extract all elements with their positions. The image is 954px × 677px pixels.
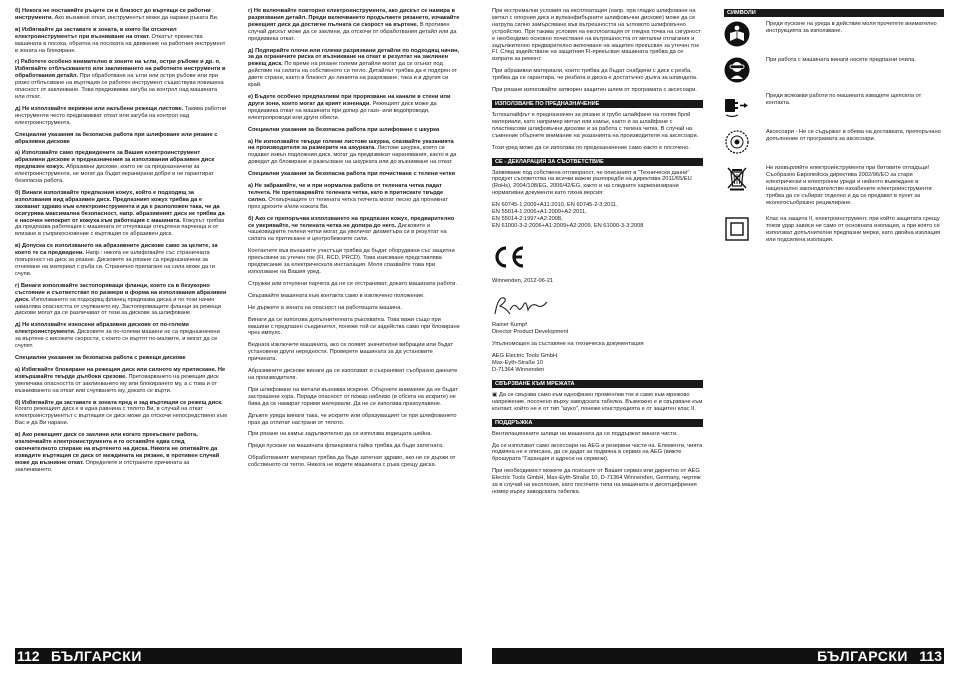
col2-body-text: Свързвайте машината към контакта само в изключено положение. bbox=[248, 292, 425, 299]
col2-body-text: Дръжте уреда винаги така, че искрите или образуващият се при шлифоването прах да отлитат настрани от тялото. bbox=[248, 412, 457, 426]
col1-subheading: Специални указания за безопасна работа при шлифоване или рязане с абразивни дискове bbox=[15, 131, 218, 145]
col3-section-heading: ИЗПОЛЗВАНЕ ПО ПРЕДНАЗНАЧЕНИЕ bbox=[492, 100, 703, 108]
col3-signature bbox=[492, 290, 703, 323]
col2-bold-text: а) Не забравяйте, че и при нормална работа от телената четка падат телчета. Не претоварвайте телената четка, като я притискате твърде силно. bbox=[248, 183, 444, 203]
col3-section-heading: ПОДДРЪЖКА bbox=[492, 419, 703, 427]
col3-body-text: Rainer Kumpf Director Product Development bbox=[492, 322, 569, 336]
col1-paragraph bbox=[15, 106, 227, 127]
language-label-left: БЪЛГАРСКИ bbox=[51, 648, 142, 664]
accessory-disc-icon bbox=[724, 129, 750, 155]
symbol-row bbox=[724, 129, 944, 155]
col2-paragraph bbox=[248, 443, 460, 450]
col1-paragraph bbox=[15, 322, 227, 350]
symbol-row bbox=[724, 216, 944, 244]
col2-body-text: Винаги да се използва допълнителната ръкохватка. Това важи също при машини с предпазен съединител, понеже той се задейства само при блокиране чрез импулс. bbox=[248, 316, 460, 337]
col3-body-text: При необходимост можете да поискате от Вашия сервиз или директно от AEG Electric Tools GmbH, Max-Eyth-Straße 10, D-71364 Winnenden, Germany, чертеж за в случай на експлозия, като посочите типа на машината и десетцифрения номер върху заводската табелка. bbox=[492, 468, 701, 495]
col2-paragraph bbox=[248, 248, 460, 276]
symbols-column bbox=[724, 8, 944, 254]
col2-paragraph bbox=[248, 305, 460, 312]
protective-goggles-icon bbox=[724, 57, 750, 83]
col3-paragraph bbox=[492, 468, 703, 496]
symbol-row bbox=[724, 93, 944, 119]
col3-ce-mark bbox=[492, 235, 703, 278]
col2-paragraph bbox=[248, 293, 460, 300]
col2-body-text: Дисковите и чашковидните телени четки могат да увеличат диаметъра си в резултат на силата на притискане и центробежните сили. bbox=[248, 222, 447, 243]
col3-body-text: AEG Electric Tools GmbH Max-Eyth-Straße 10 D-71364 Winnenden bbox=[492, 353, 558, 373]
symbols-section-title: СИМВОЛИ bbox=[724, 9, 944, 17]
col3-body-text: Winnenden, 2012-06-21 bbox=[492, 277, 554, 284]
col1-body-text: Претоварването на режещия диск увеличава опасността от заклинването му или блокирането му, а с това и от възникването на откат или счупването му, докато се върти. bbox=[15, 373, 219, 394]
col3-paragraph bbox=[492, 322, 703, 336]
left-column-2 bbox=[248, 8, 460, 474]
col2-paragraph bbox=[248, 342, 460, 363]
col2-paragraph bbox=[248, 368, 460, 382]
col3-paragraph bbox=[492, 68, 703, 82]
col1-bold-text: в) Избягвайте да заставате в зоната, в която би отскочил електроинструментът при възникване на откат. bbox=[15, 26, 177, 40]
left-column-1 bbox=[15, 8, 227, 479]
col2-body-text: Контактите във външните участъци трябва да бъдат оборудвани със защитни прекъсвачи за утечен ток (FI, RCD, PRCD). Това изискване представлява предписание за електрическата инсталация. Моля спазвайте това при използване на Вашия уред. bbox=[248, 248, 455, 275]
col1-paragraph bbox=[15, 432, 227, 473]
col1-paragraph bbox=[15, 400, 227, 428]
col1-bold-text: а) Използвайте само предвидените за Вашия електроинструмент абразивни дискове и предназначения за използвания абразивен диск предпазен кожух. bbox=[15, 150, 215, 171]
col2-body-text: Стружки или отчупени парчета да не се отстраняват, докато машината работи. bbox=[248, 280, 458, 287]
col1-paragraph bbox=[15, 367, 227, 395]
col2-body-text: Не държете в зоната на опасност на работещата машина. bbox=[248, 304, 402, 311]
col2-body-text: По време на рязане големи детайли могат да се огънат под действие на силата на собственото си тегло. Детайлът трябва да е подпрян от двете страни, както в близост до линията на разрязване, така и в другия си край. bbox=[248, 61, 458, 89]
col1-bold-text: д) Не използвайте верижни или назъбени режещи листове. bbox=[15, 105, 184, 112]
symbol-description: При работа с машината винаги носете предпазни очила. bbox=[766, 57, 916, 63]
col2-body-text: Веднага изключете машината, ако се появят значителни вибрации или бъдат установени други нередности. Проверете машината за да установите причината. bbox=[248, 342, 454, 363]
col3-body-text: Този уред може да се използва по предназначение само както е посочено. bbox=[492, 144, 690, 151]
col3-body-text: Вентилационните шлици на машината да се поддържат винаги чисти. bbox=[492, 430, 678, 437]
col1-body-text: Такива работни инструменти често предизвикват откат или загуба на контрол над електроинструмента. bbox=[15, 105, 227, 126]
col2-subheading: Специални указания за безопасна работа при шлифоване с шкурка bbox=[248, 126, 440, 133]
symbol-row bbox=[724, 57, 944, 83]
col1-body-text: Абразивни дискове, които не са предназначени за електроинструмента, не могат да бъдат екранирани добре и не гарантират безопасна работа. bbox=[15, 164, 214, 185]
col3-paragraph bbox=[492, 170, 703, 198]
right-column-1 bbox=[492, 8, 703, 501]
col3-body-text: ▣ Да се свързва само към еднофазен променлив ток и само към мрежово напрежение, посочено върху заводската табелка. Възможно е и свързване към контакт, който не е от тип "шуко", понеже конструкцията е от защитен клас II. bbox=[492, 391, 703, 412]
col1-bold-text: в) Допуска се използването на абразивните дискове само за целите, за които те са предвидени. bbox=[15, 243, 218, 257]
col2-paragraph bbox=[248, 281, 460, 288]
col2-body-text: При шлифоване на метали възниква искрене. Обърнете внимание да не бъдат застрашени хора. Поради опасност от пожар наблизо (в обсега на искрите) не бива да се намират горими материали. Да не се използва прахоулавяне. bbox=[248, 386, 458, 407]
col2-body-text: Листове шкурка, които се подават извън подложния диск, могат да предизвикат наранявания, както и да доведат до блокиране и разкъсване на шкурката или до възникване на откат. bbox=[248, 145, 457, 166]
col3-body-text: Ъглошлайфът е предназначен за рязане и грубо шлайфане на голям брой материали, като например метал или камък, както и за шлайфане с пластмасови шлифовъчни дискове и за работа с телена четка. В случай на съмнение обърнете внимание на указанията на производителя на аксесоари. bbox=[492, 111, 699, 139]
col1-body-text: Когато режещият диск е в една равнина с тялото Ви, в случай на откат електроинструментът с въртящия се диск може да отскочи непосредствено към Вас и да Ви нарани. bbox=[15, 406, 227, 427]
page-number-right: 113 bbox=[919, 648, 942, 664]
col3-body-text: При абразивни материали, които трябва да бъдат снабдени с диск с резба, трябва да се гарантира, че резбата в диска е достатъчно дълга за шпиндела. bbox=[492, 68, 698, 82]
col1-body-text: Определете и отстранете причината за заклинването. bbox=[15, 459, 190, 473]
col2-paragraph bbox=[248, 431, 460, 438]
col1-body-text: Напр.: никога не шлифовайте със страничната повърхност на диск за рязане. Дисковете за рязане са предназначени за отнемане на материал с ръба си. Странично прилагане на сила може да ги счупи. bbox=[15, 250, 215, 277]
col3-paragraph bbox=[492, 112, 703, 140]
col2-body-text: Преди пускане на машината фланцовата гайка трябва да бъде затегната. bbox=[248, 443, 444, 450]
col3-paragraph bbox=[492, 202, 703, 230]
col1-body-text: Използването на подходящ фланец предпазва диска и по този начин намалява опасността от счупването му. Застопоряващите фланци за режещи дискове могат да се различават от тези за дискове за шлифоване. bbox=[15, 296, 222, 317]
weee-bin-icon bbox=[724, 165, 750, 191]
col1-paragraph bbox=[15, 243, 227, 278]
col1-paragraph bbox=[15, 150, 227, 185]
col3-paragraph bbox=[492, 145, 703, 152]
col3-paragraph bbox=[492, 353, 703, 374]
col2-body-text: Отхвърчащите от телената четка телчета могат лесно да проникнат през дрехите и/или кожата Ви. bbox=[248, 196, 448, 210]
col2-body-text: При рязане на камък задължително да се използва водещата шейна. bbox=[248, 431, 433, 438]
col1-paragraph bbox=[15, 27, 227, 55]
col1-bold-text: в) Ако режещият диск се заклини или когато прекъсвате работа, изключвайте електроинструмента и го оставяйте едва след окончателното спиране на въртенето на диска. Никога не опитвайте да извадите въртящия се диск от междината на рязане, в противен случай може да възникне откат. bbox=[15, 432, 220, 466]
symbol-description: Клас на защита II, електроинструмент, при който защитата срещу токов удар зависи не само от основната изолация, а при която се използват допълнителни предпазни мерки, като двойна изолация или подсилена изолация. bbox=[766, 216, 941, 244]
col3-section-heading: СВЪРЗВАНЕ КЪМ МРЕЖАТА bbox=[492, 380, 703, 388]
col3-body-text: Заявяваме под собствена отговорност, че описаният в "Технически данни" продукт съответства на всички важни разпоредби на директива 2011/65/EU (RoHs), 2004/108/EG, 2006/42/EG, както и на следните хармонизирани нормативни документи като тяхна версия: bbox=[492, 169, 692, 197]
col3-paragraph bbox=[492, 341, 703, 348]
col2-paragraph bbox=[248, 48, 460, 89]
col2-paragraph bbox=[248, 183, 460, 211]
col1-body-text: Ако възникне откат, инструментът може да нарани ръката Ви. bbox=[53, 14, 219, 21]
col1-bold-text: г) Винаги използвайте застопоряващи фланци, които са в безукорно състояние и съответстват по размери и форма на използвания абразивен диск. bbox=[15, 282, 227, 303]
col1-body-text: Дисковете за по-големи машини не са предназначени за въртене с високите скорости, с които се въртят по-малките, и могат да се счупят. bbox=[15, 329, 220, 350]
col1-bold-text: б) Винаги използвайте предпазния кожух, който е подходящ за използвания вид абразивен диск. Предпазният кожух трябва да е захванат здраво към електроинструмента и да е разположен така, че да осигурява максимална безопасност, напр. абразивният диск не трябва да е насочен непокрит от кожуха към работещия с машината. bbox=[15, 189, 225, 224]
class-ii-icon bbox=[724, 216, 750, 242]
col3-paragraph bbox=[492, 278, 703, 285]
col3-body-text: Упълномощен за съставяне на техническа документация bbox=[492, 341, 644, 348]
symbol-description: Аксесоари - Не се съдържат в обема на доставката, препоръчано допълнение от програмата за аксесоари. bbox=[766, 129, 941, 142]
col1-paragraph bbox=[15, 8, 227, 22]
col2-subheading: Специални указания за безопасна работа при почистване с телени четки bbox=[248, 171, 455, 178]
col2-bold-text: а) Не използвайте твърде големи листове шкурка, спазвайте указанията на производителя за размерите на шкурката. bbox=[248, 138, 454, 152]
col1-bold-text: б) Избягвайте да заставате в зоната пред и зад въртящия се режещ диск. bbox=[15, 399, 223, 406]
footer-left bbox=[15, 648, 462, 664]
col1-body-text: Откатът премества машината в посока, обратна на посоката на движение на работния инструмент в зоната на блокиране. bbox=[15, 33, 226, 54]
col2-bold-text: е) Бъдете особено предпазливи при прорязване на канали в стени или други зони, които могат да крият изненади. bbox=[248, 93, 451, 107]
col1-paragraph bbox=[15, 283, 227, 318]
col2-body-text: Режещият диск може да предизвика откат на машината при допир до газо- или водопроводи, електропроводи или други обекти. bbox=[248, 100, 437, 121]
language-label-right: БЪЛГАРСКИ bbox=[817, 648, 908, 664]
col2-paragraph bbox=[248, 94, 460, 122]
symbol-description: Преди всякакви работи по машината извадете щепсела от контакта. bbox=[766, 93, 922, 106]
col3-body-text: Да се използват само аксесоари на AEG и резервни части на. Елементи, чията подмяна не е описана, да се дадат за подмяна в сервиз на AEG (вижте брошурата "Гаранция и адреси на сервизи). bbox=[492, 442, 703, 463]
symbol-row bbox=[724, 21, 944, 47]
col1-paragraph bbox=[15, 59, 227, 100]
ce-mark-icon bbox=[492, 245, 526, 269]
col1-paragraph bbox=[15, 190, 227, 238]
col3-section-heading: CE - ДЕКЛАРАЦИЯ ЗА СЪОТВЕТСТВИЕ bbox=[492, 158, 703, 166]
col2-bold-text: б) Ако се препоръчва използването на предпазен кожух, предварително се уверявайте, че телената четка не допира до него. bbox=[248, 215, 455, 229]
col2-paragraph bbox=[248, 216, 460, 244]
col2-paragraph bbox=[248, 413, 460, 427]
col1-bold-text: г) Работете особено внимателно в зоните на ъгли, остри ръбове и др. п. Избягвайте отблъскването или заклинването на работните инструменти в обработвания детайл. bbox=[15, 59, 226, 80]
col2-paragraph bbox=[248, 387, 460, 408]
col1-body-text: Кожухът трябва да предпазва работещия с машината от отчупващи откъртени парченца и от влизане в съприкосновение с въртящия се абразивен диск. bbox=[15, 217, 225, 238]
col2-bold-text: г) Не включвайте повторно електроинструмента, ако дискът се намира в разрязвания детайл. Преди включването продължете рязането, изчакайте режещият диск да достигне пълната си скорост на въртене. bbox=[248, 8, 460, 28]
col3-paragraph bbox=[492, 87, 703, 94]
handwritten-signature bbox=[492, 292, 550, 318]
col2-paragraph bbox=[248, 455, 460, 469]
unplug-icon bbox=[724, 93, 750, 119]
col2-body-text: Обработваният материал трябва да бъде затегнат здраво, ако не се държи от собственото си тегло. Никога не водете машината с ръка срещу диска. bbox=[248, 455, 456, 469]
col2-paragraph bbox=[248, 8, 460, 43]
col2-body-text: В противен случай дискът може да се заклини, да отскочи от обработвания детайл или да предизвика откат. bbox=[248, 21, 457, 42]
col3-paragraph bbox=[492, 431, 703, 438]
col1-subheading: Специални указания за безопасна работа с режещи дискове bbox=[15, 354, 186, 361]
footer-right bbox=[492, 648, 944, 664]
col2-bold-text: д) Подпирайте плочи или големи разрязвани детайли по подходящ начин, за да ограничите риска от възникване на откат в резултат на заклинен режещ диск. bbox=[248, 47, 460, 68]
page-number-left: 112 bbox=[17, 648, 40, 664]
symbols-list bbox=[724, 21, 944, 244]
col2-paragraph bbox=[248, 317, 460, 338]
col3-paragraph bbox=[492, 8, 703, 63]
col1-body-text: При обработване на ъгли или остри ръбове или при рязко отблъскване на въртящия се работен инструмент съществува повишена опасност от заклинване. Това предизвиква загуба на контрол над машината или откат. bbox=[15, 73, 224, 100]
col3-body-text: При екстремални условия на експлоатация (напр. при гладко шлифоване на метал с опорния диск и вулканфибърните шлифовъчни дискове) може да се натрупа силно замърсяване във вътрешността на ъгловото шлифовъчно устройство. При такива условия на експлоатация от гледна точка на сигурност е необходимо основно почистване на вътрешността от метални отлагания и задължително предварително включване на защитен прекъсвач за утечен ток FI. След задействане на защитния FI-прекъсвач машината трябва да се изпрати за ремонт. bbox=[492, 8, 701, 63]
col1-bold-text: а) Избягвайте блокиране на режещия диск или силното му притискане. Не извършвайте твърде дълбоки срезове. bbox=[15, 366, 226, 380]
col3-body-text: EN 60745-1:2009+A11:2010, EN 60745-2-3:2011, EN 55014-1:2006+A1:2009+A2:2011, EN 55014-2:1997+A2:2008, EN 61000-3-2:2006+A1:2009+A2:2009, EN 61000-3-3:2008 bbox=[492, 202, 644, 229]
col2-body-text: Абразивните дискове винаги да се използват и съхраняват съобразно данните на производителя. bbox=[248, 368, 458, 381]
symbol-row bbox=[724, 165, 944, 206]
col3-body-text: При рязане използвайте затворен защитен шлем от програмата с аксесоари. bbox=[492, 87, 697, 94]
col2-paragraph bbox=[248, 139, 460, 167]
col3-paragraph bbox=[492, 392, 703, 413]
symbol-description: Преди пускане на уреда в действие моля прочетете внимателно инструкцията за използване. bbox=[766, 21, 937, 34]
symbol-description: Не изхвърляйте електроинструменти при битовите отпадъци! Съобразно Европейска директива 2002/96/ЕО за стари електрически и електронни уреди и нейното въвеждане в национално законодателство изхабените електроинструменти трябва да се събират отделно и да се предават в пункт за екологосъобразно рециклиране. bbox=[766, 165, 932, 206]
col3-paragraph bbox=[492, 443, 703, 464]
read-manual-icon bbox=[724, 21, 750, 47]
col1-bold-text: б) Никога не поставяйте ръцете си в близост до въртящи се работни инструменти. bbox=[15, 8, 211, 21]
col1-bold-text: д) Не използвайте износени абразивни дискове от по-големи електроинструменти. bbox=[15, 322, 189, 336]
